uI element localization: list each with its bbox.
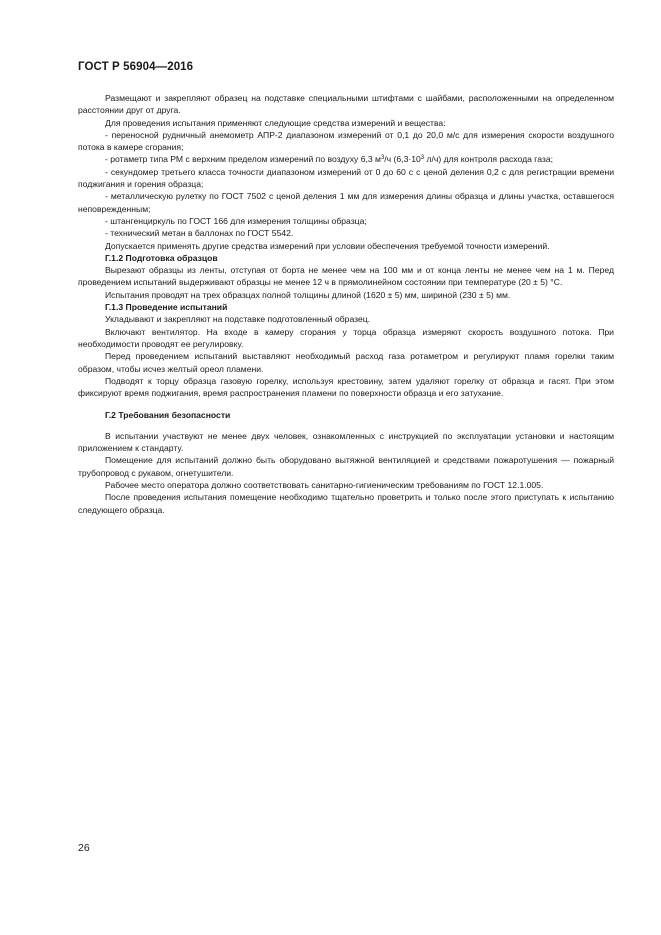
list-item: - переносной рудничный анемометр АПР-2 диапазоном измерений от 0,1 до 20,0 м/с для измерения скорости воздушного потока в камере сгорания; [78, 129, 614, 153]
list-item: - ротаметр типа РМ с верхним пределом измерений по воздуху 6,3 $м^3/ч$ ($6,3\cdot 10^3$ л/ч) для контроля расхода газа; [105, 154, 554, 165]
paragraph: Включают вентилятор. На входе в камеру сгорания у торца образца измеряют скорость воздушного потока. При необходимости проводят ее регулировку. [78, 326, 614, 349]
page-body [78, 92, 614, 516]
section-heading: Г.1.2 Подготовка образцов [105, 252, 218, 263]
paragraph: Вырезают образцы из ленты, отступая от борта не менее чем на 100 мм и от конца ленты не менее чем на 1 м. Перед проведением испытаний выдерживают образцы не менее 12 ч в прямолинейном состоянии при температуре (20 ± 5) °С. [78, 265, 614, 288]
document-header: ГОСТ Р 56904—2016 [78, 61, 194, 73]
paragraph: В испытании участвуют не менее двух человек, ознакомленных с инструкцией по эксплуатации установки и настоящим приложением к стандарту. [78, 430, 614, 454]
paragraph: Перед проведением испытаний выставляют необходимый расход газа ротаметром и регулируют пламя горелки таким образом, чтобы исчез желтый ореол пламени. [78, 351, 614, 374]
paragraph: Подводят к торцу образца газовую горелку, используя крестовину, затем удаляют горелку от образца и гасят. При этом фиксируют время поджигания, время распространения пламени по поверхности образца и его затухание. [78, 375, 614, 399]
list-item: - секундомер третьего класса точности диапазоном измерений от 0 до 60 с с ценой деления 0,2 с для регистрации времени поджигания и горения образца; [78, 166, 614, 190]
paragraph: Для проведения испытания применяют следующие средства измерений и вещества: [105, 117, 446, 128]
section-heading: Г.2 Требования безопасности [105, 410, 231, 421]
paragraph: Рабочее место оператора должно соответствовать санитарно-гигиеническим требованиям по ГОСТ 12.1.005. [105, 479, 544, 490]
paragraph: После проведения испытания помещение необходимо тщательно проветрить и только после этого приступать к испытанию следующего образца. [78, 492, 614, 515]
paragraph: Укладывают и закрепляют на подставке подготовленный образец. [105, 314, 371, 325]
list-item: - технический метан в баллонах по ГОСТ 5542. [105, 228, 294, 239]
paragraph: Помещение для испытаний должно быть оборудовано вытяжной вентиляцией и средствами пожаротушения — пожарный трубопровод с рукавом, огнетушители. [78, 455, 614, 478]
section-heading: Г.1.3 Проведение испытаний [105, 302, 228, 313]
paragraph: Размещают и закрепляют образец на подставке специальными штифтами с шайбами, расположенными на определенном расстоянии друг от друга. [78, 93, 614, 116]
page-number: 26 [78, 842, 90, 854]
list-item: - металлическую рулетку по ГОСТ 7502 с ценой деления 1 мм для измерения длины образца и длины участка, оставшегося неповрежденным; [78, 191, 614, 214]
paragraph: Испытания проводят на трех образцах полной толщины длиной (1620 ± 5) мм, шириной (230 ± 5) мм. [105, 289, 511, 300]
paragraph: Допускается применять другие средства измерений при условии обеспечения требуемой точности измерений. [105, 240, 550, 251]
list-item: - штангенциркуль по ГОСТ 166 для измерения толщины образца; [105, 215, 367, 226]
